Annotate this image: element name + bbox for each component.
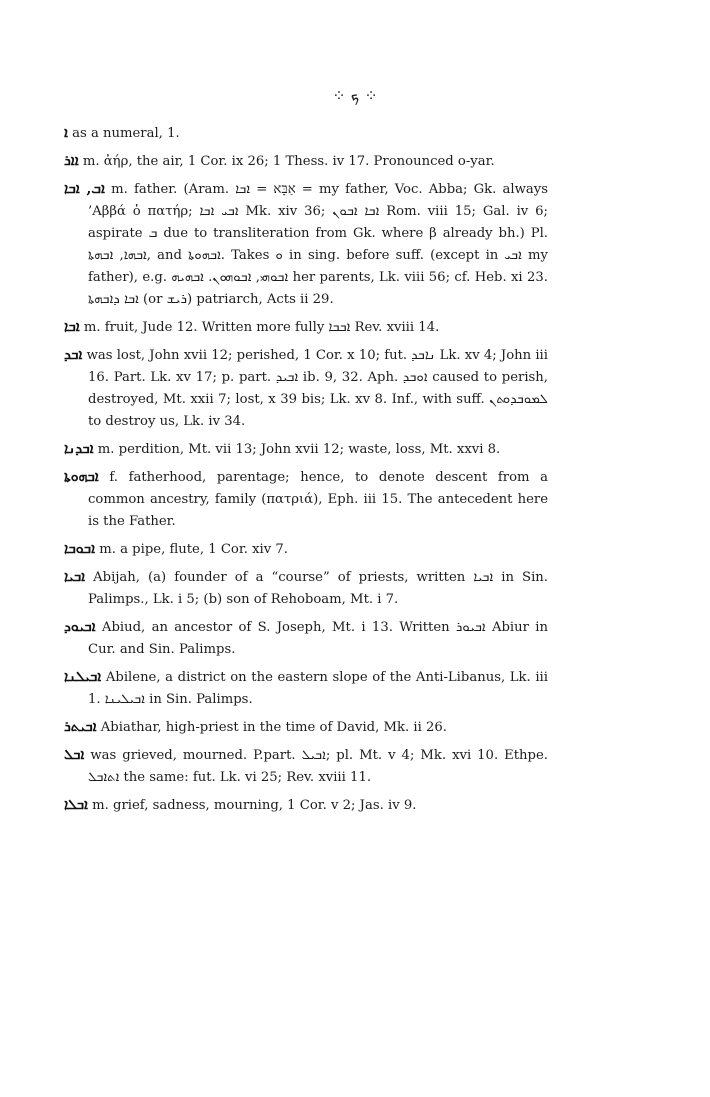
lexicon-entry — [64, 538, 548, 561]
syriac-headword: ܐܒܝܐ — [64, 569, 86, 585]
lexicon-entry — [64, 466, 548, 533]
syriac-headword: ܐܒܠܐ — [64, 797, 88, 813]
lexicon-entry — [64, 794, 548, 817]
entry-text: m. perdition, Mt. vii 13; John xvii 12; waste, loss, Mt. xxvi 8. — [93, 442, 501, 457]
syriac-headword: ܐܒܝܬܪ — [64, 719, 97, 735]
lexicon-entry — [64, 316, 548, 339]
lexicon-entry — [64, 716, 548, 739]
lexicon-entry — [64, 744, 548, 789]
entry-text: Abiud, an ancestor of S. Joseph, Mt. i 13. Written ܐܒܝܘܪ Abiur in Cur. and Sin. Palimps. — [88, 620, 549, 657]
entry-text: as a numeral, 1. — [67, 126, 180, 141]
lexicon-entry — [64, 666, 548, 711]
syriac-headword: ܐܒܕܢܐ — [64, 441, 94, 457]
lexicon-entry — [64, 616, 548, 661]
syriac-headword: ܐܒ, ܐܒܐ — [64, 181, 105, 197]
lexicon-entry — [64, 344, 548, 433]
page-number: ⁘ ܟ ⁘ — [332, 86, 378, 105]
lexicon-entry — [64, 178, 548, 311]
lexicon-entry — [64, 150, 548, 173]
entry-text: f. fatherhood, parentage; hence, to denote descent from a common ancestry, family (πατριά), Eph. iii 15. The antecedent here is the Father. — [88, 470, 548, 529]
entry-text: Abijah, (a) founder of a “course” of priests, written ܐܒܝܐ in Sin. Palimps., Lk. i 5; (b) son of Rehoboam, Mt. i 7. — [85, 570, 548, 607]
entry-text: m. ἀήρ, the air, 1 Cor. ix 26; 1 Thess. iv 17. Pronounced o-yar. — [78, 154, 495, 169]
entry-text: was lost, John xvii 12; perished, 1 Cor. x 10; fut. ܢܐܒܕ Lk. xv 4; John iii 16. Part. Lk. xv 17; p. part. ܐܒܝܕ ib. 9, 32. Aph. ܐܘܒܕ caused to perish, destroyed, Mt. xxii 7; lost, x 39 bis; Lk. xv 8. Inf., with suff. ܠܡܘܒܕܘܬܢ to destroy us, Lk. iv 34. — [82, 348, 548, 429]
syriac-headword: ܐܒܕ — [64, 347, 83, 363]
syriac-headword: ܐܒܝܘܕ — [64, 619, 96, 635]
entry-text: was grieved, mourned. P.part. ܐܒܝܠ; pl. Mt. v 4; Mk. xvi 10. Ethpe. ܐܬܐܒܠ the same: fut. Lk. vi 25; Rev. xviii 11. — [84, 748, 548, 785]
syriac-headword: ܐܒܘܒܐ — [64, 541, 96, 557]
entry-text: Abiathar, high-priest in the time of David, Mk. ii 26. — [96, 720, 447, 735]
lexicon-entry — [64, 566, 548, 611]
entry-text: m. grief, sadness, mourning, 1 Cor. v 2; Jas. iv 9. — [87, 798, 417, 813]
syriac-headword: ܐ — [64, 125, 68, 141]
lexicon-entry — [64, 438, 548, 461]
syriac-headword: ܐܒܠ — [64, 747, 85, 763]
entry-text: m. a pipe, flute, 1 Cor. xiv 7. — [95, 542, 288, 557]
entry-text: m. father. (Aram. אַבָּא = ܐܒܐ = my father, Voc. Abba; Gk. always ’Aββά ὁ πατήρ; ܐܒܝ ܐܒܐ Mk. xiv 36; ܐܒܐ ܐܒܘܢ Rom. viii 15; Gal. iv 6; aspirate ܒ due to transliteration from Gk. where β already bh.) Pl. ܐܒܗܐ, ܐܒܗܬܐ, and ܐܒܗܘܬܐ. Takes ܘ in sing. before suff. (except in ܐܒܝ my father), e.g. ܐܒܘܗܝ, ܐܒܘܗܘܢ. ܐܒܗܝܗ her parents, Lk. viii 56; cf. Heb. xi 23. ܐܒܐ ܕܐܒܗܬܐ (or ܪܝܫ) patriarch, Acts ii 29. — [88, 182, 548, 307]
entry-text: m. fruit, Jude 12. Written more fully ܐܒܒܐ Rev. xviii 14. — [79, 320, 440, 335]
lexicon-entry — [64, 122, 548, 145]
lexicon-entries — [64, 122, 548, 822]
syriac-headword: ܐܐܪ — [64, 153, 79, 169]
syriac-headword: ܐܒܗܘܬܐ — [64, 469, 99, 485]
syriac-headword: ܐܒܝܠܢܐ — [64, 669, 102, 685]
syriac-headword: ܐܒܐ — [64, 319, 80, 335]
entry-text: Abilene, a district on the eastern slope of the Anti-Libanus, Lk. iii 1. ܐܒܝܠܝܢܐ in Sin. Palimps. — [88, 670, 548, 707]
